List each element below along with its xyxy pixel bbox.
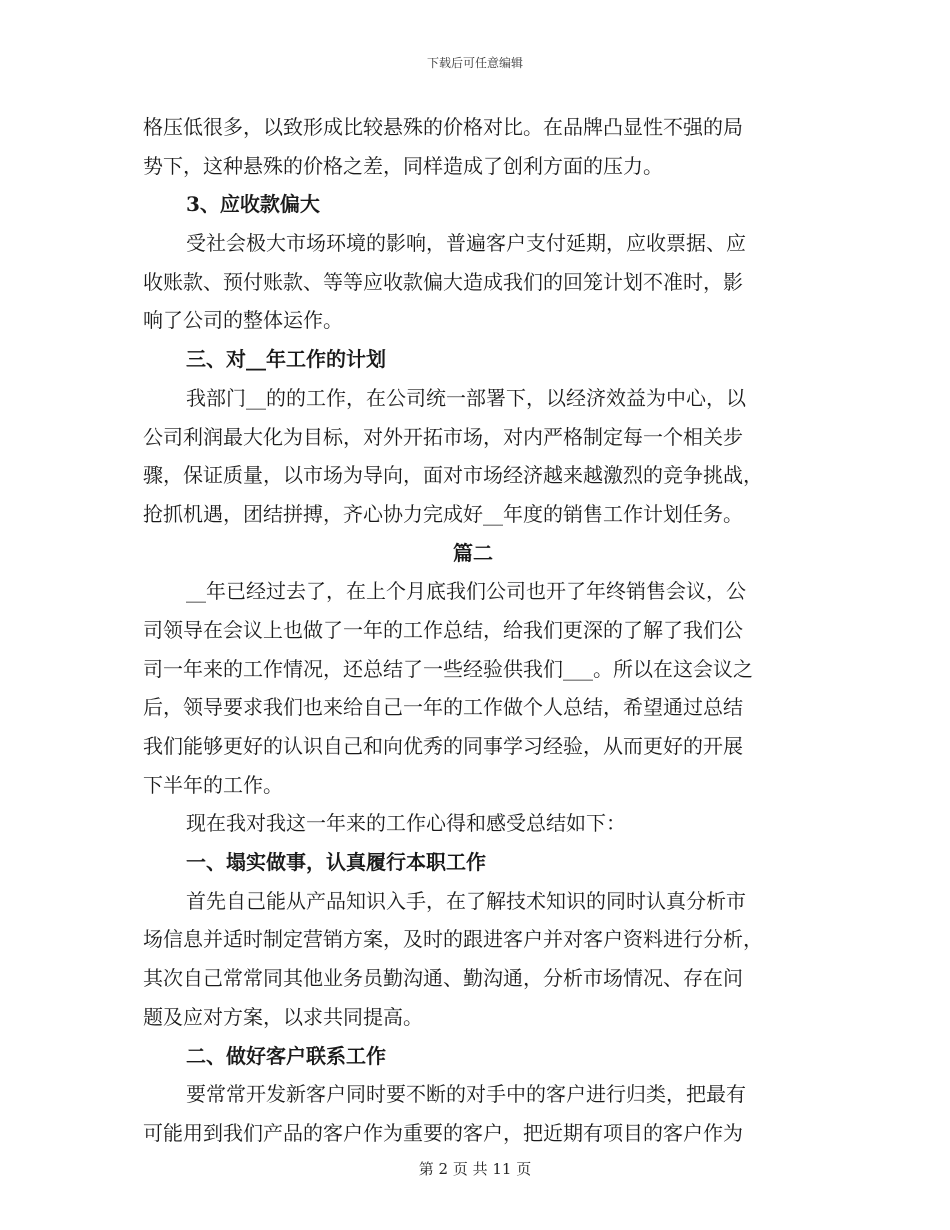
paragraph-line: 我们能够更好的认识自己和向优秀的同事学习经验，从而更好的开展: [143, 734, 743, 758]
paragraph-line: 收账款、预付账款、等等应收款偏大造成我们的回笼计划不准时，影: [143, 269, 743, 294]
paragraph-line: 格压低很多，以致形成比较悬殊的价格对比。在品牌凸显性不强的局: [143, 115, 743, 139]
paragraph-line: 骤，保证质量，以市场为导向，面对市场经济越来越激烈的竞争挑战，: [143, 463, 763, 488]
section-heading: 一、塌实做事，认真履行本职工作: [186, 850, 486, 875]
paragraph-line: 公司利润最大化为目标，对外开拓市场，对内严格制定每一个相关步: [143, 424, 743, 449]
paragraph-line: 可能用到我们产品的客户作为重要的客户，把近期有项目的客户作为: [143, 1120, 743, 1145]
paragraph-line: 下半年的工作。: [143, 772, 283, 797]
paragraph-line: 抢抓机遇，团结拼搏，齐心协力完成好__年度的销售工作计划任务。: [143, 501, 743, 526]
paragraph-line: 场信息并适时制定营销方案，及时的跟进客户并对客户资料进行分析，: [143, 927, 763, 952]
paragraph-line: 后，领导要求我们也来给自己一年的工作做个人总结，希望通过总结: [143, 695, 743, 720]
section-heading: 篇二: [453, 540, 493, 565]
paragraph-line: 司领导在会议上也做了一年的工作总结，给我们更深的了解了我们公: [143, 617, 743, 642]
paragraph-line: 势下，这种悬殊的价格之差，同样造成了创利方面的压力。: [143, 153, 663, 178]
paragraph-line: __年已经过去了，在上个月底我们公司也开了年终销售会议，公: [186, 579, 746, 604]
paragraph-line: 要常常开发新客户同时要不断的对手中的客户进行归类，把最有: [186, 1082, 746, 1107]
section-heading: 三、对__年工作的计划: [186, 347, 386, 372]
section-heading: 3、应收款偏大: [186, 192, 320, 217]
page-number: 第 2 页 共 11 页: [418, 1160, 532, 1178]
section-heading: 二、做好客户联系工作: [186, 1043, 386, 1068]
paragraph-line: 我部门__的的工作，在公司统一部署下，以经济效益为中心，以: [186, 385, 746, 410]
paragraph-line: 响了公司的整体运作。: [143, 308, 343, 333]
header-note: 下载后可任意编辑: [426, 56, 523, 70]
paragraph-line: 受社会极大市场环境的影响，普遍客户支付延期，应收票据、应: [186, 231, 746, 256]
paragraph-line: 首先自己能从产品知识入手，在了解技术知识的同时认真分析市: [186, 888, 746, 913]
paragraph-line: 题及应对方案，以求共同提高。: [143, 1004, 423, 1029]
paragraph-line: 现在我对我这一年来的工作心得和感受总结如下：: [186, 811, 626, 836]
paragraph-line: 司一年来的工作情况，还总结了一些经验供我们___。所以在这会议之: [143, 656, 753, 681]
paragraph-line: 其次自己常常同其他业务员勤沟通、勤沟通，分析市场情况、存在问: [143, 966, 743, 991]
document-body: [143, 108, 803, 1153]
